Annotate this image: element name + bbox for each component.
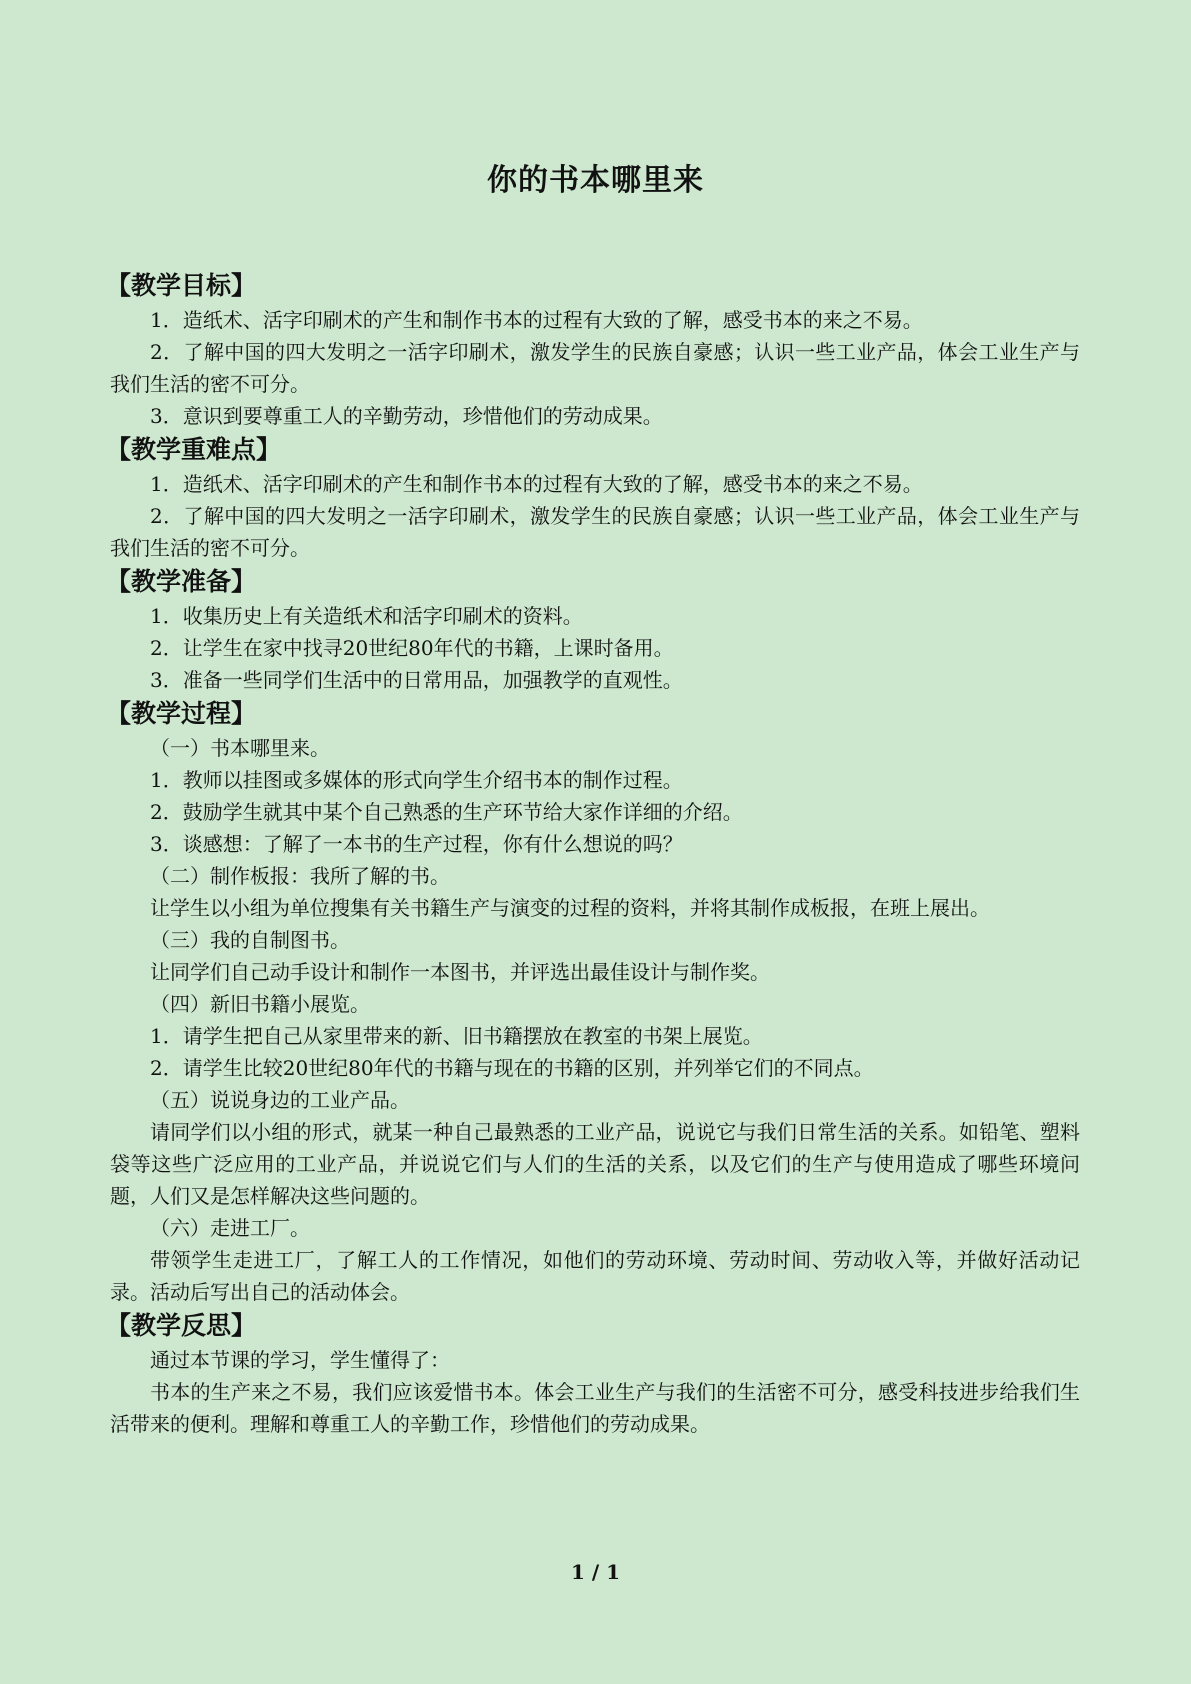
page-number: 1 / 1 [570,1560,621,1584]
paragraph: 让同学们自己动手设计和制作一本图书，并评选出最佳设计与制作奖。 [150,960,770,984]
paragraph: 1．造纸术、活字印刷术的产生和制作书本的过程有大致的了解，感受书本的来之不易。 [150,308,923,332]
paragraph: 带领学生走进工厂，了解工人的工作情况，如他们的劳动环境、劳动时间、劳动收入等，并做好活动记录。活动后写出自己的活动体会。 [110,1248,1080,1304]
subheading: （二）制作板报：我所了解的书。 [150,864,450,888]
paragraph: 1．收集历史上有关造纸术和活字印刷术的资料。 [150,604,583,628]
paragraph: 书本的生产来之不易，我们应该爱惜书本。体会工业生产与我们的生活密不可分，感受科技进步给我们生活带来的便利。理解和尊重工人的辛勤工作，珍惜他们的劳动成果。 [110,1380,1080,1436]
paragraph: 2．鼓励学生就其中某个自己熟悉的生产环节给大家作详细的介绍。 [150,800,743,824]
paragraph: 2．请学生比较20世纪80年代的书籍与现在的书籍的区别，并列举它们的不同点。 [150,1056,874,1080]
paragraph: 2．让学生在家中找寻20世纪80年代的书籍，上课时备用。 [150,636,674,660]
page-title: 你的书本哪里来 [487,163,704,198]
subheading: （一）书本哪里来。 [150,736,330,760]
paragraph: 3．意识到要尊重工人的辛勤劳动，珍惜他们的劳动成果。 [150,404,663,428]
section-heading: 【教学准备】 [106,567,257,596]
document-body [106,268,1080,1440]
paragraph: 请同学们以小组的形式，就某一种自己最熟悉的工业产品，说说它与我们日常生活的关系。如铅笔、塑料袋等这些广泛应用的工业产品，并说说它们与人们的生活的关系，以及它们的生产与使用造成了哪些环境问题，人们又是怎样解决这些问题的。 [110,1120,1080,1208]
subheading: （五）说说身边的工业产品。 [150,1088,410,1112]
section-heading: 【教学重难点】 [106,435,282,464]
paragraph: 1．教师以挂图或多媒体的形式向学生介绍书本的制作过程。 [150,768,683,792]
subheading: （四）新旧书籍小展览。 [150,992,370,1016]
paragraph: 2．了解中国的四大发明之一活字印刷术，激发学生的民族自豪感；认识一些工业产品，体会工业生产与我们生活的密不可分。 [110,340,1080,396]
paragraph: 2．了解中国的四大发明之一活字印刷术，激发学生的民族自豪感；认识一些工业产品，体会工业生产与我们生活的密不可分。 [110,504,1080,560]
section-heading: 【教学过程】 [106,699,257,728]
section-heading: 【教学目标】 [106,271,257,300]
paragraph: 1．请学生把自己从家里带来的新、旧书籍摆放在教室的书架上展览。 [150,1024,763,1048]
paragraph: 让学生以小组为单位搜集有关书籍生产与演变的过程的资料，并将其制作成板报，在班上展出。 [150,896,990,920]
section-reflection [106,1308,1080,1440]
paragraph: 3．谈感想：了解了一本书的生产过程，你有什么想说的吗？ [150,832,683,856]
section-process [106,696,1080,1308]
paragraph: 3．准备一些同学们生活中的日常用品，加强教学的直观性。 [150,668,683,692]
paragraph: 通过本节课的学习，学生懂得了： [150,1348,450,1372]
section-objectives [106,268,1080,432]
section-key-points [106,432,1080,564]
subheading: （三）我的自制图书。 [150,928,350,952]
subheading: （六）走进工厂。 [150,1216,310,1240]
section-heading: 【教学反思】 [106,1311,257,1340]
section-preparation [106,564,1080,696]
paragraph: 1．造纸术、活字印刷术的产生和制作书本的过程有大致的了解，感受书本的来之不易。 [150,472,923,496]
